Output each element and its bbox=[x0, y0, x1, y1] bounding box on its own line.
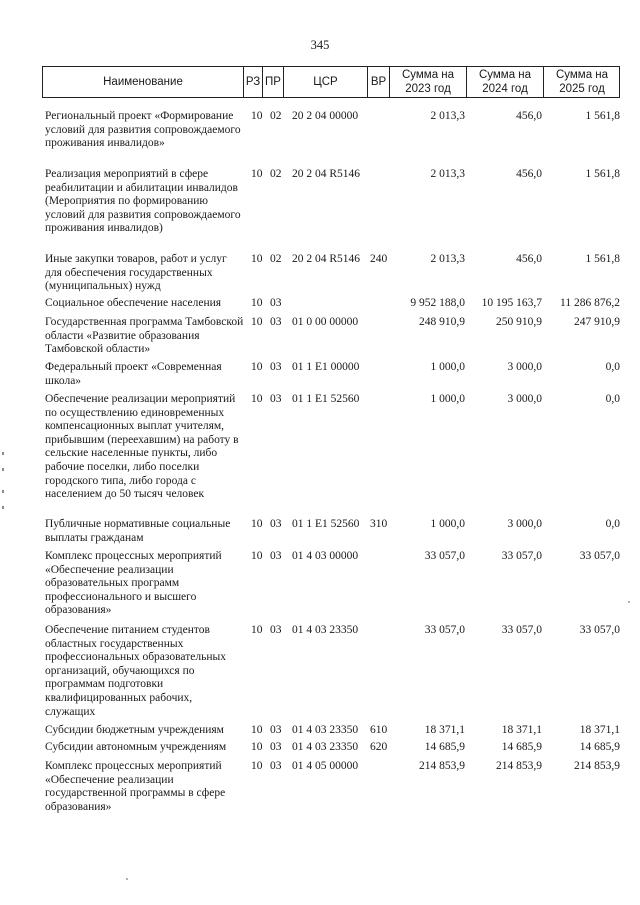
row-csr: 01 4 03 23350 bbox=[292, 741, 359, 753]
row-csr: 20 2 04 R5146 bbox=[292, 253, 361, 265]
row-sum-2024: 214 853,9 bbox=[496, 760, 542, 772]
row-sum-2025: 33 057,0 bbox=[579, 624, 620, 636]
scan-mark bbox=[2, 452, 4, 455]
page-number: 345 bbox=[310, 38, 330, 52]
row-csr: 01 1 E1 52560 bbox=[292, 393, 360, 405]
row-pr: 03 bbox=[270, 518, 282, 530]
row-sum-2025: 1 561,8 bbox=[585, 253, 620, 265]
row-sum-2024: 33 057,0 bbox=[501, 550, 542, 562]
header-sum-2024: Сумма на 2024 год bbox=[467, 67, 544, 97]
row-sum-2025: 33 057,0 bbox=[579, 550, 620, 562]
row-csr: 01 4 03 23350 bbox=[292, 724, 359, 736]
row-csr: 01 4 03 23350 bbox=[292, 624, 359, 636]
header-name: Наименование bbox=[43, 67, 244, 97]
row-rz: 10 bbox=[251, 168, 263, 180]
row-sum-2023: 1 000,0 bbox=[430, 393, 465, 405]
row-pr: 03 bbox=[270, 297, 282, 309]
row-pr: 03 bbox=[270, 760, 282, 772]
row-vr: 240 bbox=[370, 253, 388, 265]
row-rz: 10 bbox=[251, 760, 263, 772]
header-csr: ЦСР bbox=[284, 67, 368, 97]
row-rz: 10 bbox=[251, 741, 263, 753]
row-pr: 02 bbox=[270, 168, 282, 180]
row-name: Социальное обеспечение населения bbox=[45, 297, 222, 309]
row-sum-2024: 33 057,0 bbox=[501, 624, 542, 636]
row-csr: 20 2 04 00000 bbox=[292, 110, 359, 122]
row-rz: 10 bbox=[251, 550, 263, 562]
row-csr: 01 1 E1 52560 bbox=[292, 518, 360, 530]
row-name: Обеспечение питанием студентов областных государственных профессиональных образовательных организаций, обучающихся по программам подготовки квалифицированных рабочих, служащих bbox=[45, 624, 226, 718]
row-csr: 20 2 04 R5146 bbox=[292, 168, 361, 180]
row-sum-2023: 2 013,3 bbox=[430, 253, 465, 265]
row-sum-2025: 0,0 bbox=[605, 393, 620, 405]
row-csr: 01 0 00 00000 bbox=[292, 316, 359, 328]
row-name: Государственная программа Тамбовской области «Развитие образования Тамбовской области» bbox=[45, 316, 244, 356]
row-rz: 10 bbox=[251, 110, 263, 122]
row-sum-2023: 2 013,3 bbox=[430, 110, 465, 122]
header-sum-2025: Сумма на 2025 год bbox=[555, 69, 609, 95]
row-pr: 03 bbox=[270, 316, 282, 328]
row-name: Комплекс процессных мероприятий «Обеспечение реализации государственной программы в сфере образования» bbox=[45, 760, 226, 813]
row-sum-2023: 9 952 188,0 bbox=[410, 297, 465, 309]
row-pr: 03 bbox=[270, 361, 282, 373]
row-sum-2024: 456,0 bbox=[516, 110, 542, 122]
row-vr: 620 bbox=[370, 741, 388, 753]
row-csr: 01 4 05 00000 bbox=[292, 760, 359, 772]
row-sum-2023: 18 371,1 bbox=[424, 724, 465, 736]
row-name: Субсидии бюджетным учреждениям bbox=[45, 724, 224, 736]
row-sum-2025: 1 561,8 bbox=[585, 168, 620, 180]
row-sum-2024: 456,0 bbox=[516, 253, 542, 265]
table-header bbox=[42, 66, 620, 98]
row-rz: 10 bbox=[251, 253, 263, 265]
row-sum-2023: 1 000,0 bbox=[430, 518, 465, 530]
row-name: Публичные нормативные социальные выплаты гражданам bbox=[45, 518, 231, 544]
scan-dot bbox=[126, 878, 128, 880]
header-vr: ВР bbox=[368, 67, 390, 97]
row-pr: 02 bbox=[270, 253, 282, 265]
row-csr: 01 1 E1 00000 bbox=[292, 361, 360, 373]
row-name: Субсидии автономным учреждениям bbox=[45, 741, 227, 753]
row-sum-2025: 18 371,1 bbox=[579, 724, 620, 736]
row-sum-2025: 11 286 876,2 bbox=[560, 297, 620, 309]
row-rz: 10 bbox=[251, 361, 263, 373]
row-sum-2023: 214 853,9 bbox=[419, 760, 465, 772]
row-sum-2024: 3 000,0 bbox=[507, 393, 542, 405]
row-name: Обеспечение реализации мероприятий по осуществлению единовременных компенсационных выплат учителям, прибывшим (переехавшим) на работу в сельские населенные пункты, либо рабочие поселки, либо поселки городского типа, либо города с населением до 50 тысяч человек bbox=[45, 393, 239, 501]
row-sum-2025: 14 685,9 bbox=[579, 741, 620, 753]
scan-mark bbox=[2, 506, 4, 509]
row-pr: 03 bbox=[270, 741, 282, 753]
row-sum-2024: 3 000,0 bbox=[507, 518, 542, 530]
row-sum-2024: 456,0 bbox=[516, 168, 542, 180]
row-sum-2024: 14 685,9 bbox=[501, 741, 542, 753]
row-sum-2025: 247 910,9 bbox=[574, 316, 620, 328]
row-vr: 310 bbox=[370, 518, 388, 530]
row-sum-2025: 0,0 bbox=[605, 518, 620, 530]
row-name: Региональный проект «Формирование условий для развития сопровождаемого проживания инвалидов» bbox=[45, 110, 241, 150]
row-sum-2025: 214 853,9 bbox=[574, 760, 620, 772]
row-sum-2024: 250 910,9 bbox=[496, 316, 542, 328]
scan-mark bbox=[2, 468, 4, 471]
row-sum-2023: 33 057,0 bbox=[424, 550, 465, 562]
header-rz: РЗ bbox=[244, 67, 263, 97]
row-pr: 02 bbox=[270, 110, 282, 122]
row-sum-2023: 2 013,3 bbox=[430, 168, 465, 180]
scan-mark bbox=[2, 490, 4, 493]
row-rz: 10 bbox=[251, 624, 263, 636]
row-name: Комплекс процессных мероприятий «Обеспечение реализации образовательных программ профессионального и высшего образования» bbox=[45, 550, 222, 617]
row-sum-2024: 18 371,1 bbox=[501, 724, 542, 736]
row-name: Иные закупки товаров, работ и услуг для обеспечения государственных (муниципальных) нужд bbox=[45, 253, 227, 293]
row-name: Реализация мероприятий в сфере реабилитации и абилитации инвалидов (Мероприятия по формированию условий для развития сопровождаемого проживания инвалидов) bbox=[45, 168, 241, 235]
row-pr: 03 bbox=[270, 724, 282, 736]
row-sum-2023: 33 057,0 bbox=[424, 624, 465, 636]
row-rz: 10 bbox=[251, 518, 263, 530]
scan-dot bbox=[628, 601, 630, 603]
header-sum-2023: Сумма на 2023 год bbox=[390, 67, 467, 97]
header-pr: ПР bbox=[263, 67, 284, 97]
row-sum-2023: 1 000,0 bbox=[430, 361, 465, 373]
row-pr: 03 bbox=[270, 393, 282, 405]
row-csr: 01 4 03 00000 bbox=[292, 550, 359, 562]
row-sum-2023: 14 685,9 bbox=[424, 741, 465, 753]
row-vr: 610 bbox=[370, 724, 388, 736]
row-rz: 10 bbox=[251, 297, 263, 309]
row-name: Федеральный проект «Современная школа» bbox=[45, 361, 222, 387]
row-pr: 03 bbox=[270, 624, 282, 636]
row-sum-2025: 1 561,8 bbox=[585, 110, 620, 122]
row-rz: 10 bbox=[251, 724, 263, 736]
row-pr: 03 bbox=[270, 550, 282, 562]
row-sum-2024: 10 195 163,7 bbox=[481, 297, 542, 309]
row-sum-2025: 0,0 bbox=[605, 361, 620, 373]
row-rz: 10 bbox=[251, 393, 263, 405]
row-sum-2024: 3 000,0 bbox=[507, 361, 542, 373]
row-rz: 10 bbox=[251, 316, 263, 328]
row-sum-2023: 248 910,9 bbox=[419, 316, 465, 328]
